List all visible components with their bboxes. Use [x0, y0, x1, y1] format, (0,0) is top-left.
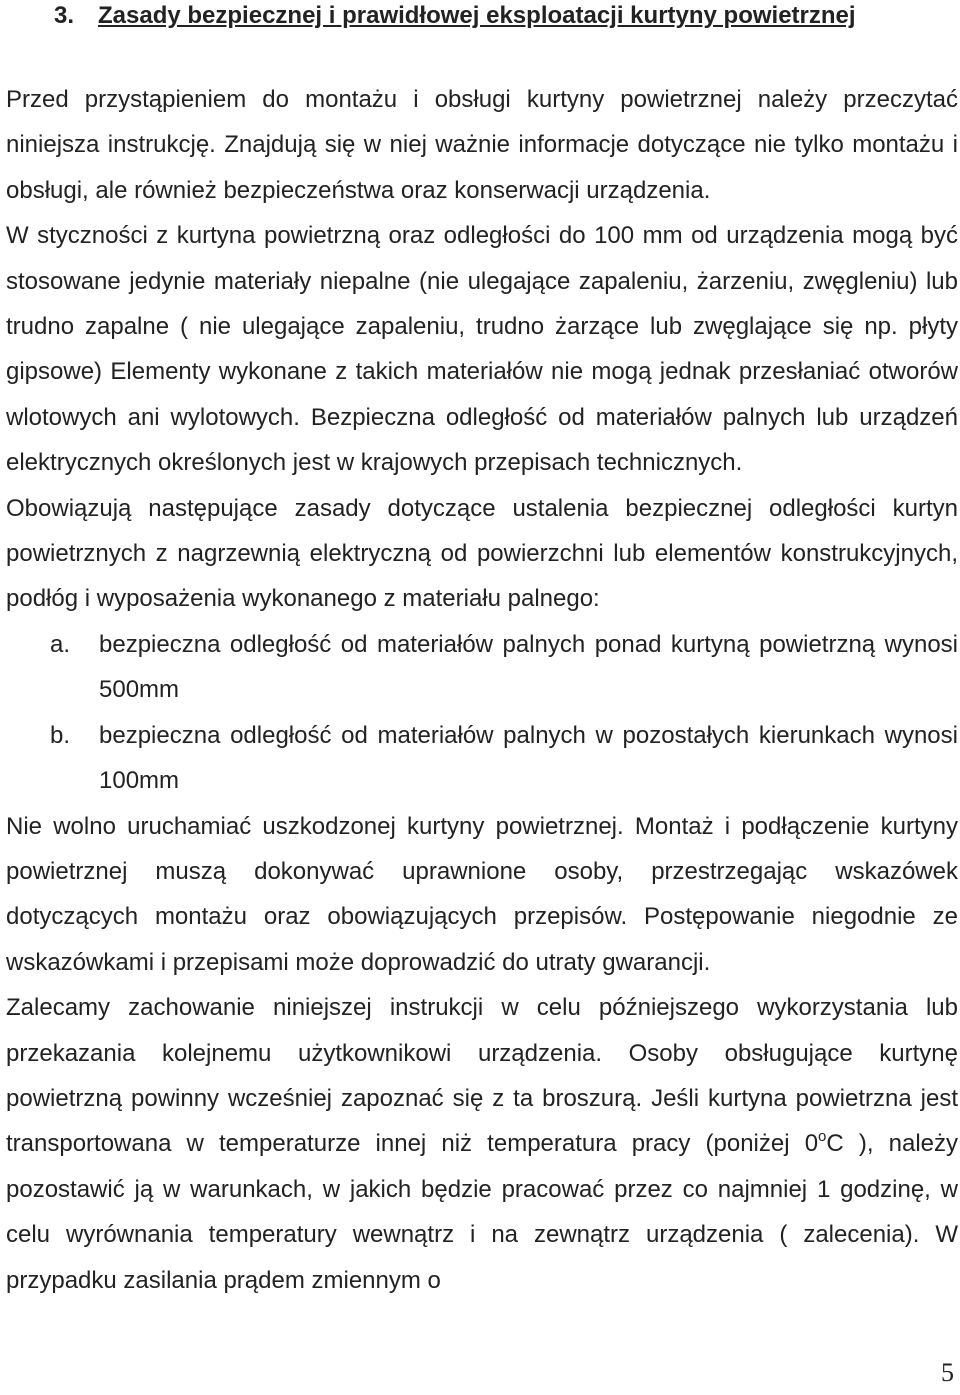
list-text-a: bezpieczna odległość od materiałów palnych ponad kurtyną powietrzną wynosi 500mm — [99, 630, 958, 704]
list-marker-a: a. — [50, 630, 71, 658]
section-number: 3. — [54, 2, 75, 29]
paragraph-recommendations — [6, 985, 958, 1303]
list-item-a — [6, 622, 958, 713]
page-number: 5 — [941, 1358, 954, 1387]
paragraph-materials: W styczności z kurtyna powietrzną oraz odległości do 100 mm od urządzenia mogą być stosowane jedynie materiały niepalne (nie ulegające zapaleniu, żarzeniu, zwęgleniu) lub trudno zapalne ( nie ulegające zapaleniu, trudno żarzące lub zwęglające się np. płyty gipsowe) Elementy wykonane z takich materiałów nie mogą jednak przesłaniać otworów wlotowych ani wylotowych. Bezpieczna odległość od materiałów palnych lub urządzeń elektrycznych określonych jest w krajowych przepisach technicznych. — [6, 222, 958, 477]
degree-superscript: o — [818, 1128, 827, 1146]
paragraph-recommendations-part1: Zalecamy zachowanie niniejszej instrukcji w celu późniejszego wykorzystania lub przekazania kolejnemu użytkownikowi urządzenia. Osoby obsługujące kurtynę powietrzną powinny wcześniej zapoznać się z ta broszurą. Jeśli kurtyna powietrzna jest transportowana w temperaturze innej niż temperatura pracy (poniżej 0 — [6, 994, 958, 1158]
list-item-b — [6, 713, 958, 804]
section-heading — [54, 0, 954, 32]
list-text-b: bezpieczna odległość od materiałów palnych w pozostałych kierunkach wynosi 100mm — [99, 721, 958, 795]
document-body — [6, 77, 958, 1303]
paragraph-intro: Przed przystąpieniem do montażu i obsługi kurtyny powietrznej należy przeczytać niniejsza instrukcję. Znajdują się w niej ważnie informacje dotyczące nie tylko montażu i obsługi, ale również bezpieczeństwa oraz konserwacji urządzenia. — [6, 86, 958, 204]
list-marker-b: b. — [50, 721, 71, 749]
section-title: Zasady bezpiecznej i prawidłowej eksploatacji kurtyny powietrznej — [98, 2, 856, 29]
paragraph-recommendations-part2: C ), należy pozostawić ją w warunkach, w jakich będzie pracować przez co najmniej 1 godzinę, w celu wyrównania temperatury wewnątrz i na zewnątrz urządzenia ( zalecenia). W przypadku zasilania prądem zmiennym o — [6, 1130, 959, 1294]
paragraph-installation: Nie wolno uruchamiać uszkodzonej kurtyny powietrznej. Montaż i podłączenie kurtyny powietrznej muszą dokonywać uprawnione osoby, przestrzegając wskazówek dotyczących montażu oraz obowiązujących przepisów. Postępowanie niegodnie ze wskazówkami i przepisami może doprowadzić do utraty gwarancji. — [6, 812, 958, 976]
paragraph-distance-rules: Obowiązują następujące zasady dotyczące ustalenia bezpiecznej odległości kurtyn powietrznych z nagrzewnią elektryczną od powierzchni lub elementów konstrukcyjnych, podłóg i wyposażenia wykonanego z materiału palnego: — [6, 494, 958, 613]
